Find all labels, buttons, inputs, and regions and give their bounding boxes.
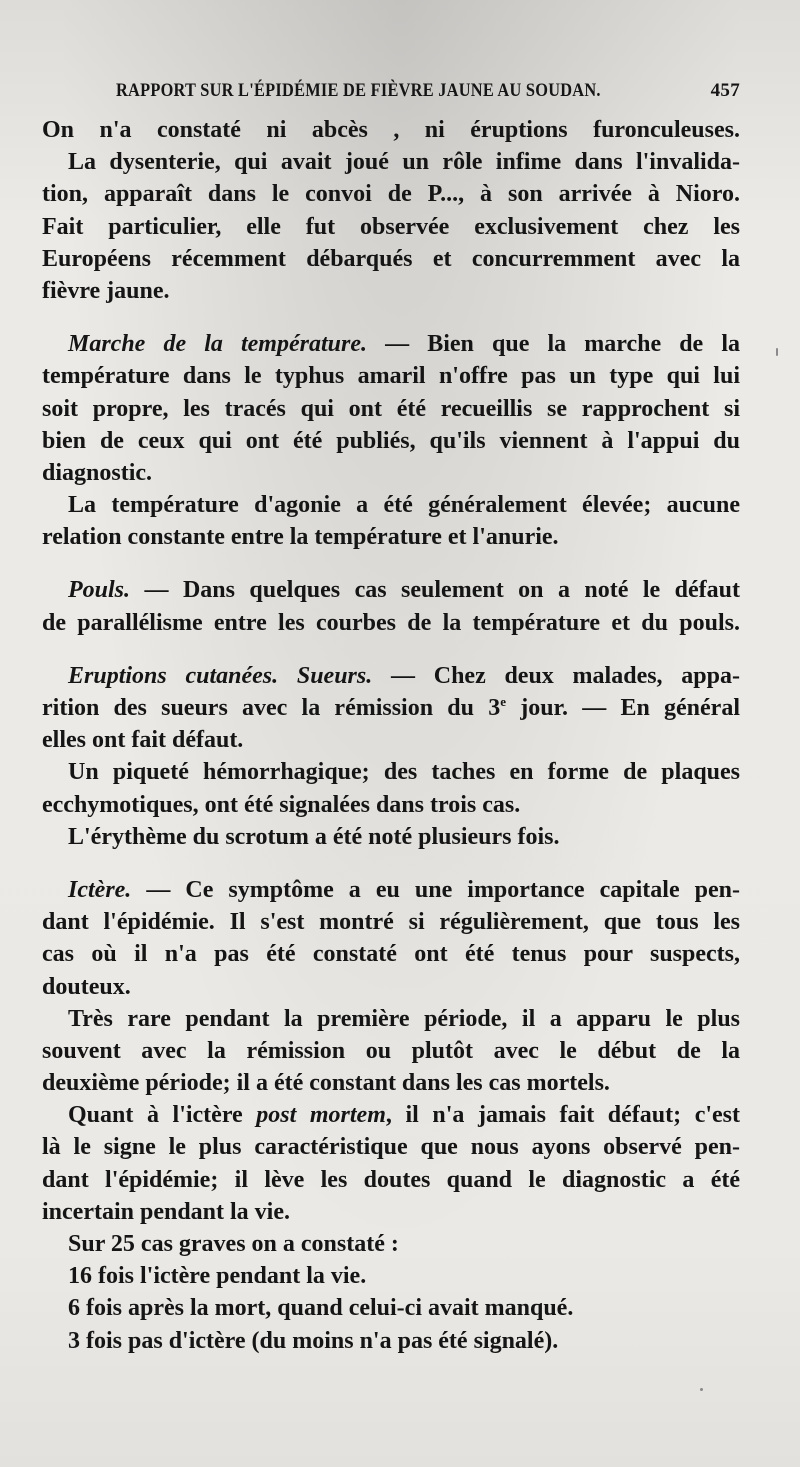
text-line: douteux. bbox=[42, 973, 131, 1000]
text-line bbox=[42, 692, 740, 724]
text-line: deuxième période; il a été constant dans les cas mortels. bbox=[42, 1070, 610, 1097]
section-title: Marche de la température. bbox=[68, 331, 367, 358]
text-line: là le signe le plus caractéristique que nous ayons observé pen- bbox=[42, 1134, 740, 1161]
text-line: Fait particulier, elle fut observée exclusivement chez les bbox=[42, 213, 740, 240]
text-line: tion, apparaît dans le convoi de P..., à son arrivée à Nioro. bbox=[42, 181, 740, 208]
text-line: incertain pendant la vie. bbox=[42, 1198, 291, 1225]
text-line: Un piqueté hémorrhagique; des taches en forme de plaques bbox=[68, 759, 740, 786]
text-line: Sur 25 cas graves on a constaté : bbox=[68, 1231, 399, 1257]
italic-phrase: post mortem bbox=[256, 1102, 386, 1129]
text-line: bien de ceux qui ont été publiés, qu'ils viennent à l'appui du bbox=[42, 427, 740, 454]
text-line: soit propre, les tracés qui ont été recueillis se rapprochent si bbox=[42, 395, 740, 422]
text-line: elles ont fait défaut. bbox=[42, 727, 244, 754]
text-span: rition des sueurs avec la rémission du 3 bbox=[42, 695, 501, 721]
text-line: souvent avec la rémission ou plutôt avec le début de la bbox=[42, 1037, 740, 1064]
page-header bbox=[116, 80, 740, 106]
section-title: Eruptions cutanées. Sueurs. bbox=[68, 662, 373, 689]
text-line: de parallélisme entre les courbes de la température et du pouls. bbox=[42, 609, 740, 636]
text-span: — Bien que la marche de la bbox=[366, 331, 740, 358]
section-ictere bbox=[42, 874, 740, 906]
paper-speck bbox=[776, 348, 778, 356]
page-number: 457 bbox=[710, 80, 740, 101]
text-line: La dysenterie, qui avait joué un rôle infime dans l'invalida- bbox=[68, 149, 740, 176]
text-line: ecchymotiques, ont été signalées dans trois cas. bbox=[42, 791, 521, 818]
text-line bbox=[42, 1099, 740, 1131]
section-title: Ictère. bbox=[68, 876, 132, 903]
text-span: Quant à l'ictère bbox=[68, 1102, 257, 1129]
superscript: e bbox=[500, 694, 506, 709]
text-span: , il n'a jamais fait défaut; c'est bbox=[385, 1102, 740, 1129]
text-line: Européens récemment débarqués et concurremment avec la bbox=[42, 245, 740, 272]
text-span: jour. — En général bbox=[506, 695, 740, 721]
paper-speck bbox=[700, 1388, 703, 1391]
text-line: Très rare pendant la première période, il a apparu le plus bbox=[68, 1005, 740, 1032]
text-line: On n'a constaté ni abcès , ni éruptions furonculeuses. bbox=[42, 117, 740, 143]
section-eruptions bbox=[42, 660, 740, 692]
text-line: relation constante entre la température et l'anurie. bbox=[42, 524, 559, 551]
text-span: — Chez deux malades, appa- bbox=[372, 662, 740, 689]
text-line: L'érythème du scrotum a été noté plusieurs fois. bbox=[68, 823, 560, 850]
text-line: cas où il n'a pas été constaté ont été tenus pour suspects, bbox=[42, 941, 740, 968]
text-line: 3 fois pas d'ictère (du moins n'a pas été signalé). bbox=[68, 1327, 559, 1354]
text-span: — Dans quelques cas seulement on a noté le défaut bbox=[130, 577, 740, 604]
section-pouls bbox=[42, 574, 740, 606]
text-line: fièvre jaune. bbox=[42, 277, 170, 304]
text-line: dant l'épidémie. Il s'est montré si régulièrement, que tous les bbox=[42, 909, 740, 936]
body-text bbox=[42, 114, 740, 1357]
section-marche bbox=[42, 328, 740, 360]
section-title: Pouls. bbox=[68, 577, 131, 604]
text-span: — Ce symptôme a eu une importance capitale pen- bbox=[131, 876, 740, 903]
text-line: dant l'épidémie; il lève les doutes quand le diagnostic a été bbox=[42, 1166, 740, 1193]
running-title: RAPPORT SUR L'ÉPIDÉMIE DE FIÈVRE JAUNE AU SOUDAN. bbox=[116, 80, 601, 101]
text-line: diagnostic. bbox=[42, 459, 153, 486]
text-line: La température d'agonie a été généralement élevée; aucune bbox=[68, 492, 740, 519]
text-line: 16 fois l'ictère pendant la vie. bbox=[68, 1263, 367, 1290]
text-line: température dans le typhus amaril n'offre pas un type qui lui bbox=[42, 363, 740, 390]
text-line: 6 fois après la mort, quand celui-ci avait manqué. bbox=[68, 1295, 574, 1322]
